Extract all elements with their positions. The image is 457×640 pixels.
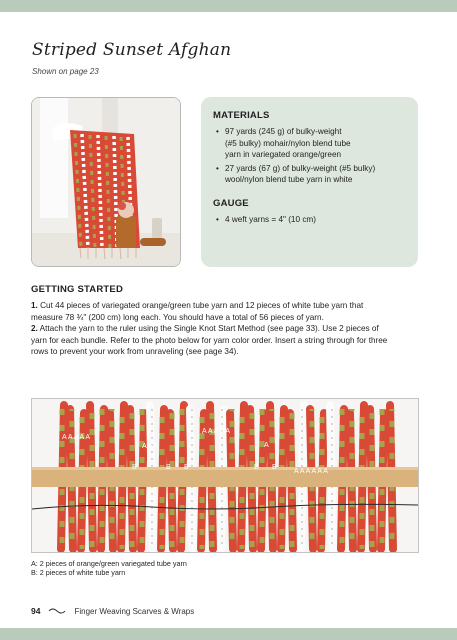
materials-item (213, 126, 406, 161)
label-b: B (132, 464, 137, 471)
wave-ornament-icon (48, 607, 66, 615)
getting-started-heading: GETTING STARTED (31, 284, 124, 295)
label-b: B (254, 464, 259, 471)
materials-box (201, 97, 418, 267)
materials-heading: MATERIALS (213, 110, 270, 121)
afghan-photo (31, 97, 181, 267)
materials-item (213, 163, 406, 186)
page-title: Striped Sunset Afghan (32, 40, 232, 60)
instruction-step (31, 300, 423, 323)
label-a-group: A A A (142, 443, 159, 450)
step-text: Attach the yarn to the ruler using the Single Knot Start Method (see page 33). Use 2 pieces of (39, 324, 379, 333)
step-text: rows to prevent your work from unraveling (see page 34). (31, 347, 239, 356)
page-footer (31, 605, 194, 617)
label-a-group: A A A A A A (294, 468, 328, 475)
materials-item-line: yarn in variegated orange/green (225, 150, 342, 159)
label-b: B (166, 464, 171, 471)
page-subtitle: Shown on page 23 (32, 67, 99, 76)
step-text: measure 78 ¾" (200 cm) long each. You should have a total of 56 pieces of yarn. (31, 312, 324, 322)
materials-item-line: 97 yards (245 g) of bulky-weight (225, 127, 342, 136)
step-text: Cut 44 pieces of variegated orange/green tube yarn and 12 pieces of white tube yarn that (40, 301, 364, 310)
label-b: B (184, 464, 189, 471)
step-number: 2. (31, 324, 38, 333)
figure-caption-a: A: 2 pieces of orange/green variegated tube yarn (31, 559, 187, 568)
figure-caption-b: B: 2 pieces of white tube yarn (31, 568, 126, 577)
yarn-arrangement-photo (31, 398, 419, 553)
bottom-accent-band (0, 628, 457, 640)
label-a-group: A A A A A (202, 428, 231, 435)
label-a: A (264, 442, 269, 449)
book-title: Finger Weaving Scarves & Wraps (74, 606, 195, 616)
label-a-group: A A A A A (62, 434, 91, 441)
step-text: yarn for each bundle. Refer to the photo below for yarn color order. Insert a string through for three (31, 335, 388, 345)
materials-item-line: 27 yards (67 g) of bulky-weight (#5 bulky) (225, 163, 376, 173)
label-b: B (272, 464, 277, 471)
instruction-step (31, 323, 423, 358)
materials-item-line: wool/nylon blend tube yarn in white (225, 175, 353, 184)
gauge-heading: GAUGE (213, 197, 249, 209)
materials-list (213, 126, 406, 186)
materials-item-line: (#5 bulky) mohair/nylon blend tube (225, 138, 351, 148)
page-number: 94 (31, 606, 41, 616)
gauge-list (213, 214, 406, 226)
step-number: 1. (31, 301, 38, 310)
top-accent-band (0, 0, 457, 12)
gauge-item: • 4 weft yarns = 4" (10 cm) (213, 214, 406, 226)
